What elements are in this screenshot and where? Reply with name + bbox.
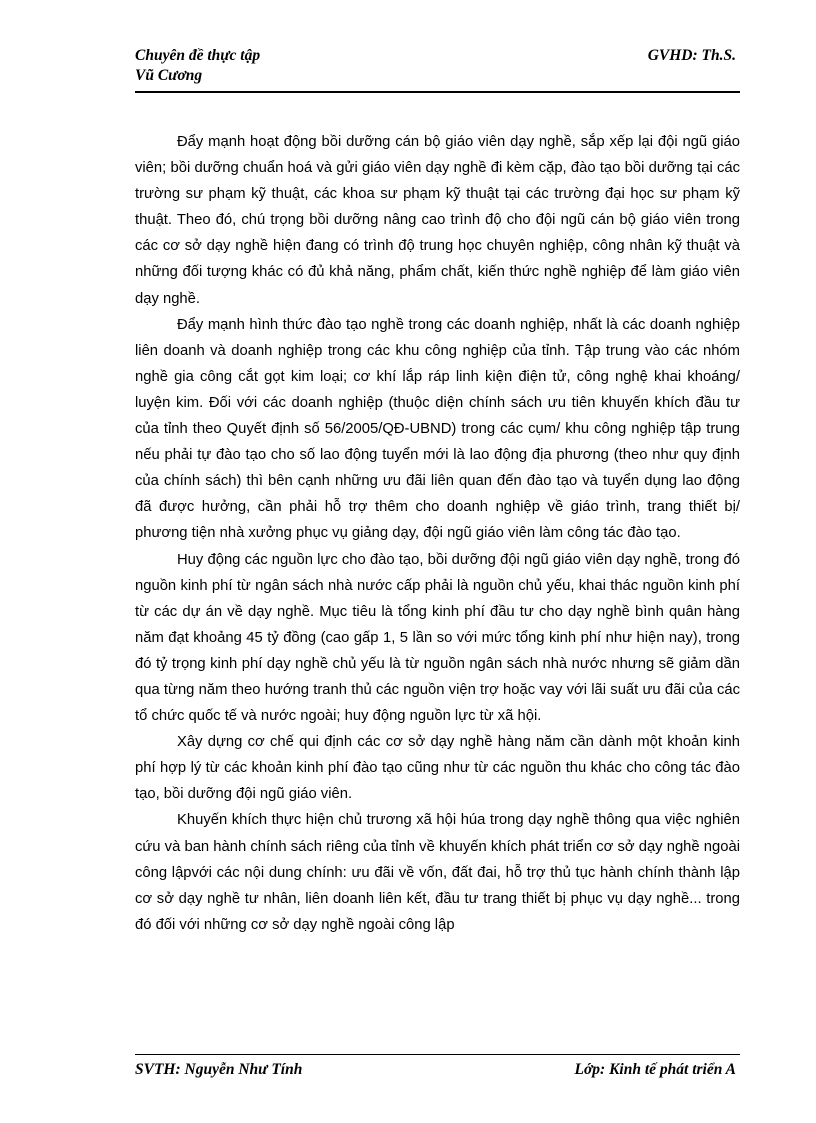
document-title: Chuyên đề thực tập <box>135 47 261 64</box>
header-left <box>135 46 260 86</box>
paragraph: Huy động các nguồn lực cho đào tạo, bồi dưỡng đội ngũ giáo viên dạy nghề, trong đó nguồn kinh phí từ ngân sách nhà nước cấp phải là nguồn chủ yếu, khai thác nguồn kinh phí từ các dự án về dạy nghề. Mục tiêu là tổng kinh phí đầu tư cho dạy nghề bình quân hàng năm đạt khoảng 45 tỷ đồng (cao gấp 1, 5 lần so với mức tổng kinh phí như hiện nay), trong đó tỷ trọng kinh phí dạy nghề chủ yếu là từ nguồn ngân sách nhà nước nhưng sẽ giảm dần qua từng năm theo hướng tranh thủ các nguồn viện trợ hoặc vay với lãi suất ưu đãi của các tổ chức quốc tế và nước ngoài; huy động nguồn lực từ xã hội. <box>135 551 740 725</box>
student-name: SVTH: Nguyễn Như Tính <box>135 1061 303 1078</box>
page-header <box>135 45 740 93</box>
author-name: Vũ Cương <box>135 67 203 84</box>
paragraph: Đẩy mạnh hoạt động bồi dưỡng cán bộ giáo viên dạy nghề, sắp xếp lại đội ngũ giáo viên; bồi dưỡng chuẩn hoá và gửi giáo viên dạy nghề đi kèm cặp, đào tạo bồi dưỡng tại các trường sư phạm kỹ thuật, các khoa sư phạm kỹ thuật tại các trường đại học sư phạm kỹ thuật. Theo đó, chú trọng bồi dưỡng nâng cao trình độ cho đội ngũ cán bộ giáo viên trong các cơ sở dạy nghề hiện đang có trình độ trung học chuyên nghiệp, công nhân kỹ thuật và những đối tượng khác có đủ khả năng, phẩm chất, kiến thức nghề nghiệp để làm giáo viên dạy nghề. <box>135 134 740 307</box>
paragraph: Xây dựng cơ chế qui định các cơ sở dạy nghề hàng năm cần dành một khoản kinh phí hợp lý từ các khoản kinh phí đào tạo cũng như từ các nguồn thu khác cho công tác đào tạo, bồi dưỡng đội ngũ giáo viên. <box>135 734 740 803</box>
class-name: Lớp: Kinh tế phát triển A <box>574 1061 736 1078</box>
supervisor-label: GVHD: Th.S. <box>647 47 736 64</box>
page-footer <box>135 1054 740 1078</box>
document-body <box>135 129 740 938</box>
paragraph: Khuyến khích thực hiện chủ trương xã hội húa trong dạy nghề thông qua việc nghiên cứu và ban hành chính sách riêng của tỉnh về khuyến khích phát triển cơ sở dạy nghề ngoài công lậpvới các nội dung chính: ưu đãi về vốn, đất đai, hỗ trợ thủ tục hành chính thành lập cơ sở dạy nghề tư nhân, liên doanh liên kết, đầu tư trang thiết bị phục vụ dạy nghề... trong đó đối với những cơ sở dạy nghề ngoài công lập <box>135 812 740 933</box>
paragraph: Đẩy mạnh hình thức đào tạo nghề trong các doanh nghiệp, nhất là các doanh nghiệp liên doanh và doanh nghiệp trong các khu công nghiệp của tỉnh. Tập trung vào các nhóm nghề gia công cắt gọt kim loại; cơ khí lắp ráp linh kiện điện tử, công nghệ khai khoáng/ luyện kim. Đối với các doanh nghiệp (thuộc diện chính sách ưu tiên khuyến khích đầu tư của tỉnh theo Quyết định số 56/2005/QĐ-UBND) trong các cụm/ khu công nghiệp tập trung nếu phải tự đào tạo cho số lao động tuyển mới là lao động địa phương (theo như quy định của chính sách) thì bên cạnh những ưu đãi liên quan đến đào tạo và tuyển dụng lao động đã được hưởng, cần phải hỗ trợ thêm cho doanh nghiệp về giáo trình, trang thiết bị/ phương tiện nhà xưởng phục vụ giảng dạy, đội ngũ giáo viên làm công tác đào tạo. <box>135 316 740 542</box>
